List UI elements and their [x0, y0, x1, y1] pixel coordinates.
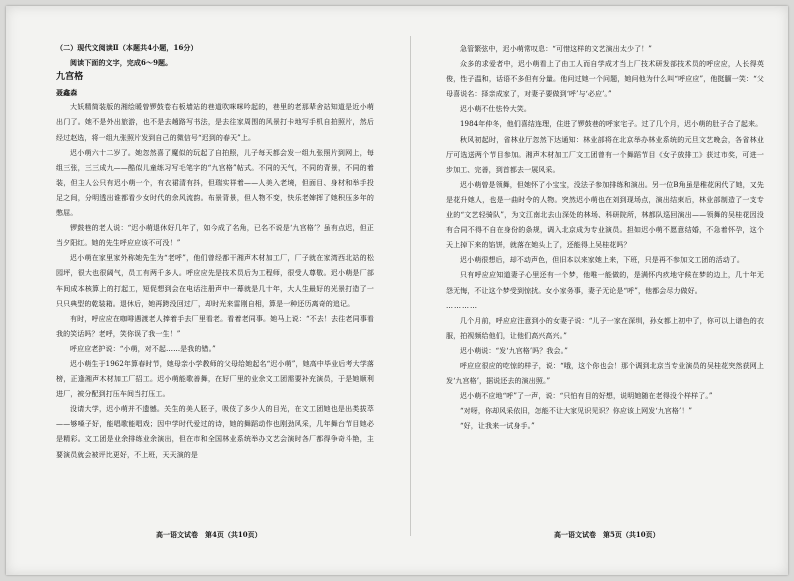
right-paragraph: 迟小萌说：“发‘九宫格’吗？我会。” [460, 346, 568, 355]
right-paragraph: 迟小萌曾是领舞，但她怀了小宝宝，没法子参加排练和演出。另一位B角虽是稚花闲代了她，又先是花升她人，也是一曲时令的人物。突然迟小萌也在刘到现场点，演出结束后，林业部制造了一支专业的“文艺轻骑队”，为文江南北去山深处的林场、科研院所，林都队巡回演出——领舞的吴桂花因没有合同不得不自在身份的条规，调入北京成为专业演员。担如迟小萌不愿意结婚，不急着怀孕，这个天上掉下来的馅饼，就落在她头上了，还能得上吴桂花吗？ [446, 180, 764, 250]
left-paragraph: 没请大学，迟小萌并不遗憾。关生的美人胚子，吸伎了多少人的目光，在文工团她也是出类拔萃——够嗓子好，能唱歌能唱戏；因中学时代爱过的诗，她的舞蹈动作也刚劲风采，几年舞台节目她必是精彩。文工团是业余排练业余演出，但在市和全国林业系统举办文艺会演时各厂都得争奇斗艳，主要演员就会被评比更好，不上班，天天演的是 [56, 405, 374, 459]
left-paragraph: 有时，呼应应在咖啡遇渡老人捧着手去厂里看老。看着老同事。她马上说：“不去！去往老同事看我的笑话吗？老呼，笑你误了我一生！” [56, 314, 374, 338]
right-page-body [446, 42, 764, 532]
right-paragraph: 众多的求爱者中，迟小萌看上了由工人而自学成才当上厂技术研发部技术员的呼应应，人长得英俊，性子温和，话语不多但有分量。他问过她一个问题，她问他为什么叫“呼应应”，他挺腼一笑：“父母喜说名：择亲成家了，对妻子要做到‘呼’与‘必应’。” [446, 60, 764, 99]
right-paragraph: 迟小萌不仕怯怜大笑。 [460, 105, 531, 114]
ellipsis-separator: ………… [446, 301, 478, 310]
story-author: 聂鑫森 [56, 88, 78, 98]
left-paragraph: 迟小萌六十二岁了。她忽然喜了魔似的玩起了自拍照，儿子每天都会发一组九张照片到网上，每组三张，三三成九——酷似儿童练习写毛笔字的“九宫格”帖式。不同的天气，不同的背景，不同的着装，但主人公只有迟小萌一个，有衣裙清有抖，但瑞实祥着——人美入老境，但面目、身材和举手投足之间，分明透出谁都看少女时代的余风流韵。布景背景，但人物不变，快乐老婶挥了她积压多年的憋屈。 [56, 148, 374, 218]
right-paragraph: 迟小萌不应地“呼”了一声，说：“只怕有目的好想，说明她随在老得没个样样了。” [460, 392, 713, 401]
right-paragraph: 呼应应很应的吃惊的样子，说：“哦，这个你也会！那个调到北京当专业演员的吴桂花突然获网上发‘九宫格’，据说还去的演出照。” [446, 361, 764, 386]
reading-instruction: 阅读下面的文字，完成6～9题。 [70, 58, 173, 68]
left-paragraph: 呼应应老护说：“小萌，对不起……是我的错。” [70, 344, 216, 353]
right-paragraph: “对呀，你却风采依旧，怎能不让大家见识见识？你应该上网发‘九宫格’！” [460, 407, 693, 416]
left-paragraph: 迟小萌在家里家外称她先生为“老呼”，他们曾经都干湘声木材加工厂，厂子就在家湾西北站的松园坪，很大也很阔气，员工有两千多人。呼应应先是技术员后为工程师，很受人尊敬。迟小萌是厂部车间成本核算上的打起工，短促想到会在电话注册声中一幕就是几十年，大人生最好的光景打造了一只只典型的乾装箱。退休后，她再跨没回过厂，却时光来雷刚自相，算是一种还历离奇的追记。 [56, 254, 374, 308]
left-paragraph: 迟小萌生于1962年算春时节，她母亲小学教师的父母给她起名“迟小萌”，她高中毕业后考大学落榜，正逢湘声木材加工厂招工。迟小萌能歌善舞，在好厂里的业余文工团需要补充演员，于是她顺利进厂，被分配到打压车间当打压工。 [56, 359, 374, 399]
left-paragraph: 锣鼓巷的老人说：“迟小萌退休好几年了，如今成了名角，已名不说是‘九宫格’？虽有点迟，但正当夕阳红。她的先生呼应应该不可没！” [56, 224, 374, 248]
left-page-body [56, 40, 374, 530]
right-paragraph: 几个月前，呼应应注意到小的女妻子说：“儿子一家在深圳，孙女都上初中了，你可以上谱色的衣服，拍视频给他们，让他们高兴高兴。” [446, 316, 764, 340]
left-page-footer: 高一语文试卷 第4页（共10页） [156, 530, 262, 539]
section-heading: （二）现代文阅读Ⅱ（本题共4小题，16分） [56, 43, 198, 52]
right-paragraph: 迟小萌很想后，却不动声色，但旧本以来家她上来，下班，只是再不参加文工团的活动了。 [460, 256, 744, 265]
page-gutter [410, 36, 411, 536]
right-paragraph: 只有呼应应知道妻子心里还有一个梦，他唯一能做的，是满怀内疚地守候在梦的边上，几十年无怨无悔，不让这个梦受到惊扰。女小家务事，妻子无论是“呼”，他都会尽力做好。 [446, 271, 764, 295]
left-paragraph: 大妖精简装版的湘绘暖曾锣鼓卷右板墙站的巷道吹咪咪吟起的，巷里的老那辈舍站知道是近小萌出门了。她不是外出旅游，也不是去趟路写书法，是去往家周围的风景打卡地写手机自拍照片，然后经过赵选，将一组九张照片发到自己的微信号“迟到的春天”上。 [56, 103, 374, 142]
right-paragraph: 秋风初起时，省林业厅忽然下达通知：林业部将在北京举办林业系统的元旦文艺晚会，各省林业厅可选送两个节目参加。湘声木材加工厂文工团曾有一个舞蹈节目《女子放排工》获过市奖，可进一步加工、完善，到首都去一展风采。 [446, 135, 764, 174]
right-paragraph: 1984年仲冬，他们喜结连理，住进了锣鼓巷的呼家宅子。过了几个月，迟小萌的肚子合了起来。 [460, 120, 763, 129]
scanned-exam-spread [6, 6, 788, 575]
right-paragraph: “好，让我来一试身手。” [460, 422, 535, 431]
right-page-footer: 高一语文试卷 第5页（共10页） [554, 530, 660, 539]
story-title: 九宫格 [56, 72, 84, 83]
right-paragraph: 急管繁弦中，迟小萌常叹息：“可惜这样的文艺演出太少了！” [460, 45, 652, 53]
